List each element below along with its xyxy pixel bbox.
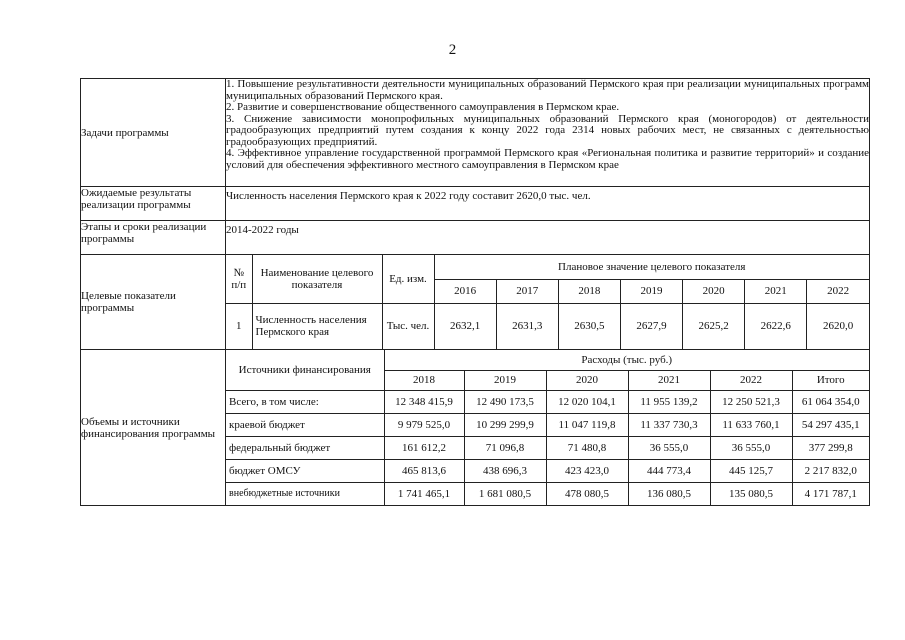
results-label: Ожидаемые результаты реализации программы (81, 187, 226, 221)
targets-value: 2627,9 (620, 303, 682, 349)
finance-value: 11 047 119,8 (546, 413, 628, 436)
task-2: 2. Развитие и совершенствование общественного самоуправления в Пермском крае. (226, 101, 620, 113)
passport-table (80, 78, 870, 506)
targets-table (226, 255, 869, 349)
targets-value: 2631,3 (496, 303, 558, 349)
targets-row-name: Численность населения Пермского края (252, 303, 382, 349)
finance-label: Объемы и источники финансирования программы (81, 350, 226, 506)
finance-value: 71 480,8 (546, 436, 628, 459)
targets-value: 2632,1 (434, 303, 496, 349)
targets-value: 2630,5 (558, 303, 620, 349)
finance-value: 161 612,2 (384, 436, 464, 459)
finance-year: 2018 (384, 370, 464, 390)
targets-year: 2017 (496, 279, 558, 303)
stages-label: Этапы и сроки реализации программы (81, 221, 226, 255)
targets-row-num: 1 (226, 303, 252, 349)
program-passport (80, 78, 869, 506)
finance-value: 71 096,8 (464, 436, 546, 459)
targets-header-plan: Плановое значение целевого показателя (434, 255, 869, 279)
results-text: Численность населения Пермского края к 2022 году составит 2620,0 тыс. чел. (226, 187, 870, 221)
finance-value: 444 773,4 (628, 459, 710, 482)
finance-row-name: краевой бюджет (226, 413, 384, 436)
task-3: 3. Снижение зависимости монопрофильных муниципальных образований Пермского края (моногородов) от деятельности градообразующих предприятий путем создания к концу 2022 года 2314 новых рабочих мест, не связанных с деятельностью градообразующих предприятий. (226, 112, 869, 148)
finance-header-source: Источники финансирования (226, 350, 384, 390)
finance-value: 478 080,5 (546, 482, 628, 505)
targets-header-name: Наименование целевого показателя (252, 255, 382, 303)
finance-row-name: бюджет ОМСУ (226, 459, 384, 482)
targets-year: 2018 (558, 279, 620, 303)
finance-row-name: внебюджетные источники (226, 482, 384, 505)
finance-value: 54 297 435,1 (792, 413, 869, 436)
targets-header-unit: Ед. изм. (382, 255, 434, 303)
finance-row-name: федеральный бюджет (226, 436, 384, 459)
finance-value: 12 348 415,9 (384, 390, 464, 413)
finance-value: 12 490 173,5 (464, 390, 546, 413)
finance-value: 36 555,0 (628, 436, 710, 459)
finance-value: 11 337 730,3 (628, 413, 710, 436)
finance-year: 2022 (710, 370, 792, 390)
finance-year: 2020 (546, 370, 628, 390)
tasks-label: Задачи программы (81, 79, 226, 187)
finance-value: 2 217 832,0 (792, 459, 869, 482)
finance-value: 9 979 525,0 (384, 413, 464, 436)
finance-value: 1 681 080,5 (464, 482, 546, 505)
finance-value: 438 696,3 (464, 459, 546, 482)
finance-value: 36 555,0 (710, 436, 792, 459)
finance-value: 423 423,0 (546, 459, 628, 482)
finance-header-expenses: Расходы (тыс. руб.) (384, 350, 869, 370)
finance-value: 1 741 465,1 (384, 482, 464, 505)
targets-label: Целевые показатели программы (81, 255, 226, 350)
finance-year: 2021 (628, 370, 710, 390)
targets-value: 2620,0 (807, 303, 869, 349)
finance-value: 10 299 299,9 (464, 413, 546, 436)
finance-value: 61 064 354,0 (792, 390, 869, 413)
finance-value: 11 955 139,2 (628, 390, 710, 413)
targets-header-num: № п/п (226, 255, 252, 303)
finance-row-name: Всего, в том числе: (226, 390, 384, 413)
finance-value: 445 125,7 (710, 459, 792, 482)
targets-row-unit: Тыс. чел. (382, 303, 434, 349)
finance-value: 4 171 787,1 (792, 482, 869, 505)
task-4: 4. Эффективное управление государственной программой Пермского края «Региональная политика и развитие территорий» и создание условий для обеспечения эффективного местного самоуправления в Пермском крае (226, 147, 869, 171)
finance-value: 136 080,5 (628, 482, 710, 505)
targets-year: 2021 (745, 279, 807, 303)
stages-text: 2014-2022 годы (226, 221, 870, 255)
finance-cell (226, 350, 870, 506)
targets-value: 2622,6 (745, 303, 807, 349)
targets-year: 2020 (683, 279, 745, 303)
finance-year: Итого (792, 370, 869, 390)
targets-value: 2625,2 (683, 303, 745, 349)
finance-value: 135 080,5 (710, 482, 792, 505)
targets-cell (226, 255, 870, 350)
task-1: 1. Повышение результативности деятельности муниципальных образований Пермского края при реализации муниципальных программ муниципальных образований Пермского края. (226, 78, 869, 102)
finance-value: 12 250 521,3 (710, 390, 792, 413)
targets-year: 2016 (434, 279, 496, 303)
finance-value: 465 813,6 (384, 459, 464, 482)
finance-value: 12 020 104,1 (546, 390, 628, 413)
finance-value: 377 299,8 (792, 436, 869, 459)
finance-year: 2019 (464, 370, 546, 390)
targets-year: 2022 (807, 279, 869, 303)
finance-value: 11 633 760,1 (710, 413, 792, 436)
finance-table (226, 350, 869, 505)
targets-year: 2019 (620, 279, 682, 303)
page-number: 2 (448, 42, 457, 58)
tasks-text (226, 79, 870, 187)
